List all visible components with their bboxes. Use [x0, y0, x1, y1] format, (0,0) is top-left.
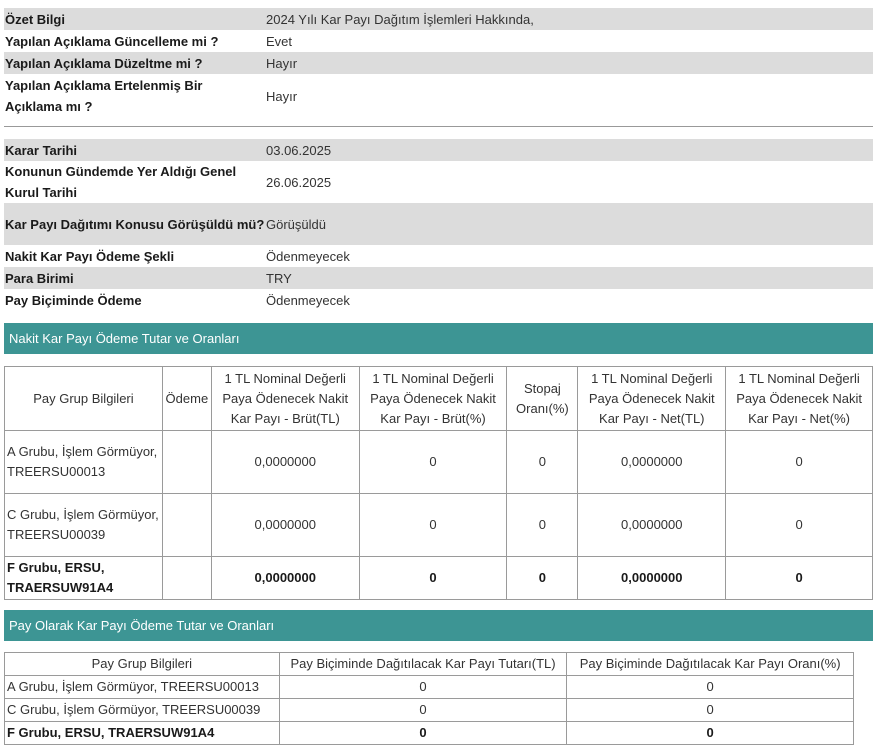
summary-key: Özet Bilgi	[5, 11, 65, 27]
summary-key: Yapılan Açıklama Ertelenmiş Bir Açıklama mı ?	[5, 78, 203, 114]
summary-value: Hayır	[266, 88, 298, 104]
column-header: Pay Biçiminde Dağıtılacak Kar Payı Oranı(%)	[567, 653, 854, 676]
column-header: 1 TL Nominal Değerli Paya Ödenecek Nakit Kar Payı - Net(TL)	[578, 367, 726, 431]
detail-value: Ödenmeyecek	[266, 292, 350, 308]
brut-pct-cell: 0	[359, 557, 507, 600]
net-tl-cell: 0,0000000	[578, 431, 726, 494]
amount-cell: 0	[279, 676, 567, 699]
stopaj-cell: 0	[507, 494, 578, 557]
brut-tl-cell: 0,0000000	[211, 557, 359, 600]
stopaj-cell: 0	[507, 431, 578, 494]
table-row	[5, 494, 873, 557]
group-cell: F Grubu, ERSU, TRAERSUW91A4	[5, 722, 280, 745]
detail-value: Ödenmeyecek	[266, 248, 350, 264]
brut-tl-cell: 0,0000000	[211, 431, 359, 494]
odeme-cell	[162, 557, 211, 600]
detail-key: Kar Payı Dağıtımı Konusu Görüşüldü mü?	[5, 216, 265, 232]
ratio-cell: 0	[567, 676, 854, 699]
detail-row-pay-bicimi	[4, 289, 873, 311]
brut-pct-cell: 0	[359, 431, 507, 494]
column-header: Pay Grup Bilgileri	[5, 653, 280, 676]
summary-value: Evet	[266, 33, 293, 49]
column-header: 1 TL Nominal Değerli Paya Ödenecek Nakit Kar Payı - Net(%)	[726, 367, 873, 431]
brut-pct-cell: 0	[359, 494, 507, 557]
net-tl-cell: 0,0000000	[578, 557, 726, 600]
detail-row-gorusuldu	[4, 203, 873, 245]
share-dividend-table	[4, 652, 854, 745]
net-tl-cell: 0,0000000	[578, 494, 726, 557]
column-header: 1 TL Nominal Değerli Paya Ödenecek Nakit Kar Payı - Brüt(%)	[359, 367, 507, 431]
column-header: Stopaj Oranı(%)	[507, 367, 578, 431]
group-cell: C Grubu, İşlem Görmüyor, TREERSU00039	[5, 699, 280, 722]
detail-row-nakit-odeme-sekli	[4, 245, 873, 267]
column-header: Ödeme	[162, 367, 211, 431]
summary-value: 2024 Yılı Kar Payı Dağıtım İşlemleri Hakkında,	[266, 11, 534, 27]
brut-tl-cell: 0,0000000	[211, 494, 359, 557]
stopaj-cell: 0	[507, 557, 578, 600]
group-cell: F Grubu, ERSU, TRAERSUW91A4	[5, 557, 163, 600]
column-header: 1 TL Nominal Değerli Paya Ödenecek Nakit Kar Payı - Brüt(TL)	[211, 367, 359, 431]
section-divider	[4, 126, 873, 127]
share-dividend-section-header: Pay Olarak Kar Payı Ödeme Tutar ve Oranları	[4, 610, 873, 641]
detail-value: Görüşüldü	[266, 216, 326, 232]
ratio-cell: 0	[567, 699, 854, 722]
group-cell: C Grubu, İşlem Görmüyor, TREERSU00039	[5, 494, 163, 557]
column-header: Pay Biçiminde Dağıtılacak Kar Payı Tutarı(TL)	[279, 653, 567, 676]
detail-key: Pay Biçiminde Ödeme	[5, 292, 142, 308]
amount-cell: 0	[279, 699, 567, 722]
detail-key: Karar Tarihi	[5, 142, 78, 158]
cash-dividend-section-header: Nakit Kar Payı Ödeme Tutar ve Oranları	[4, 323, 873, 354]
table-row	[5, 699, 854, 722]
ratio-cell: 0	[567, 722, 854, 745]
table-header-row	[5, 653, 854, 676]
odeme-cell	[162, 431, 211, 494]
decision-details-block	[4, 139, 873, 311]
group-cell: A Grubu, İşlem Görmüyor, TREERSU00013	[5, 676, 280, 699]
column-header: Pay Grup Bilgileri	[5, 367, 163, 431]
detail-key: Nakit Kar Payı Ödeme Şekli	[5, 248, 175, 264]
detail-key: Konunun Gündemde Yer Aldığı Genel Kurul Tarihi	[5, 164, 237, 200]
detail-row-para-birimi	[4, 267, 873, 289]
summary-row-ozet	[4, 8, 873, 30]
detail-value: 03.06.2025	[266, 142, 332, 158]
table-row	[5, 676, 854, 699]
cash-dividend-table	[4, 366, 873, 600]
table-header-row	[5, 367, 873, 431]
detail-value: 26.06.2025	[266, 174, 332, 190]
summary-row-duzeltme	[4, 52, 873, 74]
table-row	[5, 557, 873, 600]
net-pct-cell: 0	[726, 557, 873, 600]
summary-key: Yapılan Açıklama Düzeltme mi ?	[5, 55, 203, 71]
summary-row-guncelleme	[4, 30, 873, 52]
detail-row-genel-kurul-tarihi	[4, 161, 873, 203]
table-row	[5, 431, 873, 494]
summary-key: Yapılan Açıklama Güncelleme mi ?	[5, 33, 219, 49]
odeme-cell	[162, 494, 211, 557]
net-pct-cell: 0	[726, 431, 873, 494]
net-pct-cell: 0	[726, 494, 873, 557]
summary-info-block	[4, 8, 873, 118]
summary-value: Hayır	[266, 55, 298, 71]
detail-value: TRY	[266, 270, 292, 286]
detail-key: Para Birimi	[5, 270, 74, 286]
amount-cell: 0	[279, 722, 567, 745]
summary-row-ertelenmis	[4, 74, 873, 118]
group-cell: A Grubu, İşlem Görmüyor, TREERSU00013	[5, 431, 163, 494]
detail-row-karar-tarihi	[4, 139, 873, 161]
table-row	[5, 722, 854, 745]
